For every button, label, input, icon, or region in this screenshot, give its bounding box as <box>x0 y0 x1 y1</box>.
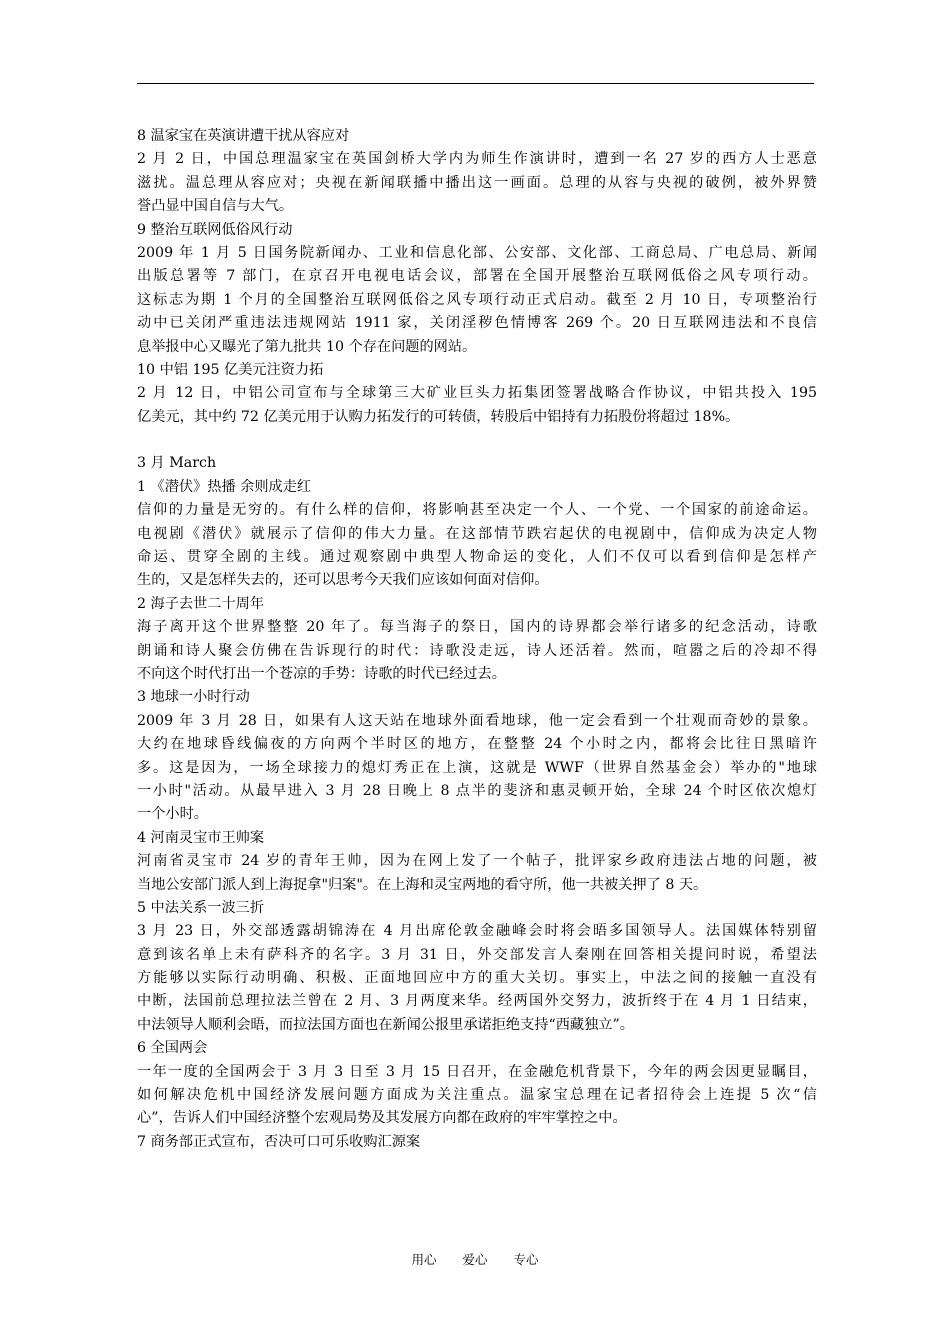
blank-line <box>137 429 817 452</box>
text-line: 生的，又是怎样失去的，还可以思考今天我们应该如何面对信仰。 <box>137 572 549 589</box>
text-line: 8 温家宝在英演讲遭干扰从容应对 <box>137 128 350 144</box>
text-line: 中断，法国前总理拉法兰曾在 2 月、3 月两度来华。经两国外交努力，波折终于在 4 月 1 日结束， <box>137 993 817 1010</box>
footer-word-3: 专心 <box>513 1252 539 1267</box>
text-line: 2 月 2 日，中国总理温家宝在英国剑桥大学内为师生作演讲时，遭到一名 27 岁的西方人士恶意 <box>137 151 817 168</box>
text-line: 5 中法关系一波三折 <box>137 899 265 916</box>
text-line: 心”，告诉人们中国经济整个宏观局势及其发展方向都在政府的牢牢掌控之中。 <box>137 1110 627 1127</box>
text-line: 方能够以实际行动明确、积极、正面地回应中方的重大关切。事实上，中法之间的接触一直没有 <box>137 970 817 987</box>
text-line: 滋扰。温总理从容应对；央视在新闻联播中播出这一画面。总理的从容与央视的破例，被外界赞 <box>137 174 817 191</box>
text-line: 2009 年 1 月 5 日国务院新闻办、工业和信息化部、公安部、文化部、工商总局、广电总局、新闻 <box>137 244 817 261</box>
text-line: 大约在地球昏线偏夜的方向两个半时区的地方，在整整 24 个小时之内，都将会比往日黑暗许 <box>137 736 817 753</box>
text-line: 2 海子去世二十周年 <box>137 595 265 612</box>
text-line: 9 整治互联网低俗风行动 <box>137 221 293 238</box>
text-line: 6 全国两会 <box>137 1040 208 1057</box>
text-line: 多。这是因为，一场全球接力的熄灯秀正在上演，这就是 WWF（世界自然基金会）举办的"地球 <box>137 759 817 776</box>
text-line: 朗诵和诗人聚会仿佛在告诉现行的时代：诗歌没走远，诗人还活着。然而，喧嚣之后的冷却不得 <box>137 642 817 659</box>
text-line: 10 中铝 195 亿美元注资力拓 <box>137 361 324 378</box>
text-line: 中法领导人顺利会晤，而拉法国方面也在新闻公报里承诺拒绝支持“西藏独立”。 <box>137 1016 634 1033</box>
text-line: 3 地球一小时行动 <box>137 689 250 706</box>
text-line: 4 河南灵宝市王帅案 <box>137 829 265 846</box>
text-line: 命运、贯穿全剧的主线。通过观察剧中典型人物命运的变化，人们不仅可以看到信仰是怎样产 <box>137 549 817 566</box>
footer-word-2: 爱心 <box>462 1252 488 1267</box>
text-line: 2 月 12 日，中铝公司宣布与全球第三大矿业巨头力拓集团签署战略合作协议，中铝共投入 195 <box>137 385 817 402</box>
footer-word-1: 用心 <box>411 1252 437 1267</box>
text-line: 电视剧《潜伏》就展示了信仰的伟大力量。在这部情节跌宕起伏的电视剧中，信仰成为决定人物 <box>137 525 817 542</box>
text-line: 如何解决危机中国经济发展问题方面成为关注重点。温家宝总理在记者招待会上连提 5 次“信 <box>137 1087 817 1104</box>
text-line: 意到该名单上未有萨科齐的名字。3 月 31 日，外交部发言人秦刚在回答相关提问时说，希望法 <box>137 946 817 963</box>
text-line: 信仰的力量是无穷的。有什么样的信仰，将影响甚至决定一个人、一个党、一个国家的前途命运。 <box>137 502 817 519</box>
text-line: 河南省灵宝市 24 岁的青年王帅，因为在网上发了一个帖子，批评家乡政府违法占地的问题，被 <box>137 853 817 870</box>
text-line: 不向这个时代打出一个苍凉的手势：诗歌的时代已经过去。 <box>137 665 506 682</box>
text-line: 一小时"活动。从最早进入 3 月 28 日晚上 8 点半的斐济和惠灵顿开始，全球 24 个时区依次熄灯 <box>137 782 817 799</box>
text-line: 一个小时。 <box>137 806 208 823</box>
text-line: 3 月 March <box>137 455 217 472</box>
text-line: 海子离开这个世界整整 20 年了。每当海子的祭日，国内的诗界都会举行诸多的纪念活动，诗歌 <box>137 619 817 636</box>
text-line: 誉凸显中国自信与大气。 <box>137 198 294 215</box>
text-line: 这标志为期 1 个月的全国整治互联网低俗之风专项行动正式启动。截至 2 月 10 日，专项整治行 <box>137 291 817 308</box>
text-line: 3 月 23 日，外交部透露胡锦涛在 4 月出席伦敦金融峰会时将会晤多国领导人。法国媒体特别留 <box>137 923 817 940</box>
text-line: 1 《潜伏》热播 余则成走红 <box>137 478 312 495</box>
header-rule <box>137 83 814 84</box>
text-line: 当地公安部门派人到上海捉拿"归案"。在上海和灵宝两地的看守所，他一共被关押了 8 天。 <box>137 876 708 893</box>
text-line: 出版总署等 7 部门，在京召开电视电话会议，部署在全国开展整治互联网低俗之风专项行动。 <box>137 268 817 285</box>
document-body <box>137 125 817 1154</box>
text-line: 7 商务部正式宣布，否决可口可乐收购汇源案 <box>137 1133 421 1150</box>
text-line: 息举报中心又曝光了第九批共 10 个存在问题的网站。 <box>137 338 477 355</box>
page-footer <box>0 1250 950 1268</box>
text-line: 亿美元，其中约 72 亿美元用于认购力拓发行的可转债，转股后中铝持有力拓股份将超过 18%。 <box>137 408 740 425</box>
text-line: 动中已关闭严重违法违规网站 1911 家，关闭淫秽色情博客 269 个。20 日互联网违法和不良信 <box>137 315 817 332</box>
text-line: 一年一度的全国两会于 3 月 3 日至 3 月 15 日召开，在金融危机背景下，今年的两会因更显瞩目， <box>137 1063 817 1080</box>
text-line: 2009 年 3 月 28 日，如果有人这天站在地球外面看地球，他一定会看到一个壮观而奇妙的景象。 <box>137 712 817 729</box>
